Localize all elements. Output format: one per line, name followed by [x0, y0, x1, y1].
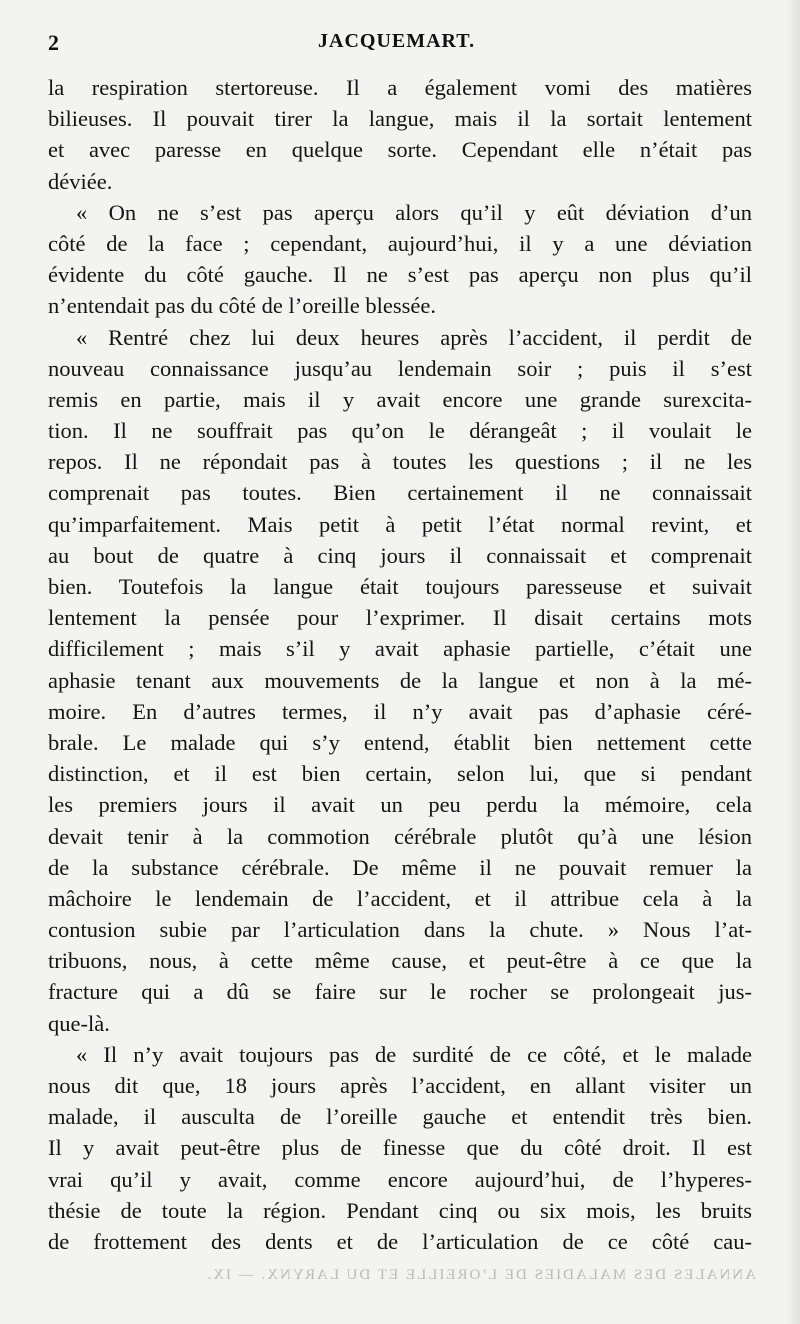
text-line: moire. En d’autres termes, il n’y avait pas d’aphasie céré-	[48, 698, 752, 724]
text-line: mâchoire le lendemain de l’accident, et il attribue cela à la	[48, 885, 752, 911]
text-line: nouveau connaissance jusqu’au lendemain soir ; puis il s’est	[48, 355, 752, 381]
text-line: malade, il ausculta de l’oreille gauche et entendit très bien.	[48, 1104, 752, 1130]
text-line: repos. Il ne répondait pas à toutes les questions ; il ne les	[48, 449, 752, 475]
text-line: tion. Il ne souffrait pas qu’on le dérangeât ; il voulait le	[48, 418, 752, 444]
text-line: de frottement des dents et de l’articulation de ce côté cau-	[48, 1228, 752, 1254]
text-line: « On ne s’est pas aperçu alors qu’il y eût déviation d’un	[76, 199, 752, 225]
text-line: évidente du côté gauche. Il ne s’est pas aperçu non plus qu’il	[48, 262, 752, 288]
text-line: que-là.	[48, 1010, 110, 1036]
text-line: « Il n’y avait toujours pas de surdité de ce côté, et le malade	[76, 1041, 752, 1067]
text-line: déviée.	[48, 168, 113, 194]
text-line: nous dit que, 18 jours après l’accident, en allant visiter un	[48, 1073, 752, 1098]
text-line: devait tenir à la commotion cérébrale plutôt qu’à une lésion	[48, 823, 752, 849]
text-line: Il y avait peut-être plus de finesse que du côté droit. Il est	[48, 1135, 752, 1161]
text-line: n’entendait pas du côté de l’oreille blessée.	[48, 293, 436, 319]
text-line: vrai qu’il y avait, comme encore aujourd’hui, de l’hyperes-	[48, 1166, 752, 1192]
text-line: côté de la face ; cependant, aujourd’hui, il y a une déviation	[48, 230, 752, 256]
text-line: fracture qui a dû se faire sur le rocher se prolongeait jus-	[48, 979, 752, 1005]
page-header	[48, 30, 748, 64]
text-line: contusion subie par l’articulation dans la chute. » Nous l’at-	[48, 917, 752, 943]
page-number: 2	[48, 30, 59, 55]
text-line: bilieuses. Il pouvait tirer la langue, mais il la sortait lentement	[48, 106, 752, 132]
text-line: la respiration stertoreuse. Il a également vomi des matières	[48, 75, 752, 100]
page-edge-shadow	[786, 0, 800, 1324]
body-text	[48, 72, 752, 1257]
text-line: lentement la pensée pour l’exprimer. Il disait certains mots	[48, 605, 752, 631]
text-line: bien. Toutefois la langue était toujours paresseuse et suivait	[48, 574, 752, 599]
text-line: les premiers jours il avait un peu perdu la mémoire, cela	[48, 792, 752, 818]
text-line: « Rentré chez lui deux heures après l’accident, il perdit de	[76, 324, 752, 350]
text-line: de la substance cérébrale. De même il ne pouvait remuer la	[48, 854, 752, 880]
text-line: tribuons, nous, à cette même cause, et peut-être à ce que la	[48, 948, 752, 974]
bleed-through-text: ANNALES DES MALADIES DE L’OREILLE ET DU LARYNX. — IX.	[205, 1267, 756, 1283]
running-head: JACQUEMART.	[318, 30, 476, 52]
text-line: remis en partie, mais il y avait encore une grande surexcita-	[48, 386, 752, 412]
text-line: thésie de toute la région. Pendant cinq ou six mois, les bruits	[48, 1197, 752, 1223]
text-line: aphasie tenant aux mouvements de la langue et non à la mé-	[48, 667, 752, 693]
text-line: et avec paresse en quelque sorte. Cependant elle n’était pas	[48, 137, 752, 163]
text-line: brale. Le malade qui s’y entend, établit bien nettement cette	[48, 729, 752, 755]
text-line: qu’imparfaitement. Mais petit à petit l’état normal revint, et	[48, 511, 752, 537]
text-line: difficilement ; mais s’il y avait aphasie partielle, c’était une	[48, 636, 752, 662]
text-line: au bout de quatre à cinq jours il connaissait et comprenait	[48, 542, 752, 568]
text-line: distinction, et il est bien certain, selon lui, que si pendant	[48, 761, 752, 787]
text-line: comprenait pas toutes. Bien certainement il ne connaissait	[48, 480, 752, 506]
